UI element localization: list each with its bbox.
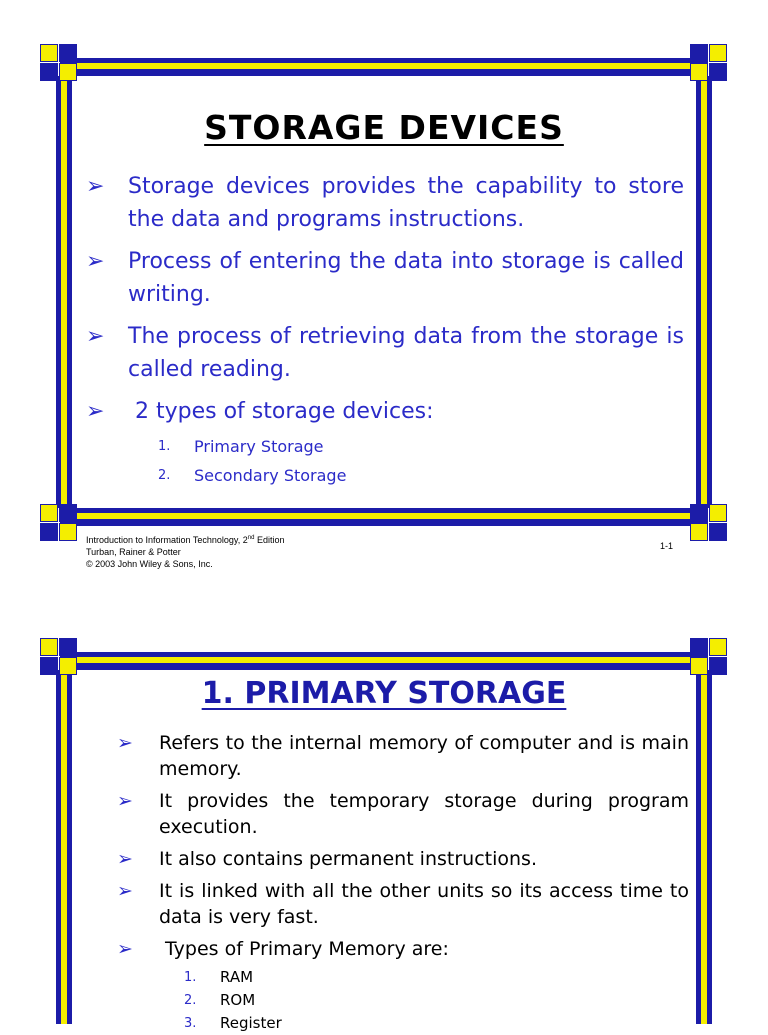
bullet-item: ➢ 2 types of storage devices: <box>128 395 684 428</box>
bullet-item: ➢ Refers to the internal memory of computer and is main memory. <box>117 732 689 780</box>
frame-right-stripe <box>701 670 707 1024</box>
memory-types-list <box>184 966 282 1035</box>
bullet-item: ➢ It also contains permanent instructions. <box>117 848 537 870</box>
arrowhead-bullet-icon: ➢ <box>117 938 133 960</box>
corner-ornament-top-left <box>40 638 78 676</box>
arrowhead-bullet-icon: ➢ <box>86 249 105 274</box>
arrowhead-bullet-icon: ➢ <box>86 174 105 199</box>
list-item: 2. ROM <box>184 991 256 1009</box>
arrowhead-bullet-icon: ➢ <box>117 732 133 754</box>
list-item: 1. RAM <box>184 968 254 986</box>
frame-top-stripe <box>60 657 708 663</box>
list-item: 3. Register <box>184 1014 282 1032</box>
bullet-item: ➢ It provides the temporary storage during program execution. <box>117 790 689 838</box>
page-number: 1-1 <box>660 541 674 551</box>
bullet-item: ➢ Process of entering the data into storage is called writing. <box>128 245 684 311</box>
list-item: 1. Primary Storage <box>158 437 324 456</box>
slide-title: 1. PRIMARY STORAGE <box>201 676 567 711</box>
slide-title: STORAGE DEVICES <box>204 108 564 147</box>
arrowhead-bullet-icon: ➢ <box>86 324 105 349</box>
arrowhead-bullet-icon: ➢ <box>86 399 105 424</box>
arrowhead-bullet-icon: ➢ <box>117 848 133 870</box>
bullet-item: ➢ Types of Primary Memory are: <box>117 938 449 960</box>
bullet-item: ➢ The process of retrieving data from the storage is called reading. <box>128 320 684 386</box>
list-item: 2. Secondary Storage <box>158 466 347 485</box>
footer-authors: Turban, Rainer & Potter <box>86 547 181 557</box>
arrowhead-bullet-icon: ➢ <box>117 880 133 902</box>
arrowhead-bullet-icon: ➢ <box>117 790 133 812</box>
bullet-item: ➢ Storage devices provides the capability to store the data and programs instructions. <box>128 170 684 236</box>
corner-ornament-top-right <box>690 638 728 676</box>
footer-copyright: © 2003 John Wiley & Sons, Inc. <box>86 559 213 569</box>
bullet-item: ➢ It is linked with all the other units so its access time to data is very fast. <box>117 880 689 928</box>
bullet-list <box>117 730 689 962</box>
footer-book-title: Introduction to Information Technology, 2nd Edition <box>86 535 285 545</box>
frame-left-stripe <box>61 670 67 1024</box>
